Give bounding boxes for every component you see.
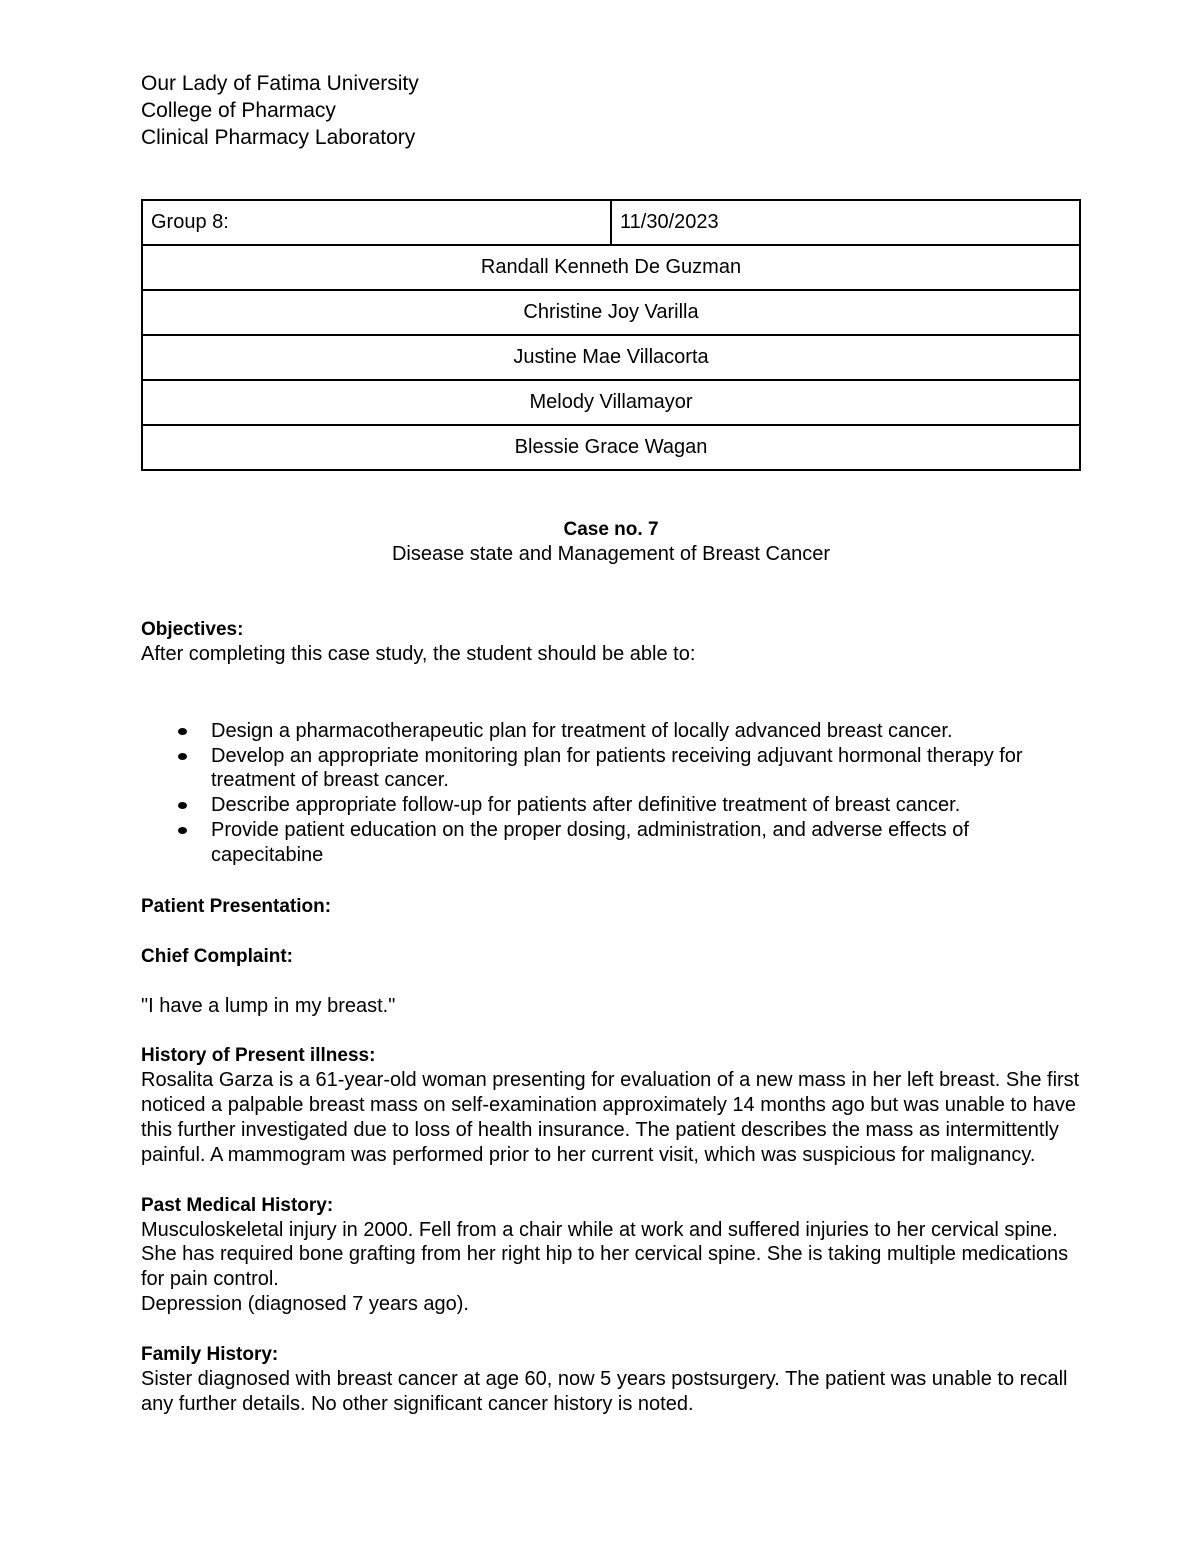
family-history-text: Sister diagnosed with breast cancer at age 60, now 5 years postsurgery. The patient was unable to recall any further details. No other significant cancer history is noted. — [141, 1367, 1068, 1415]
hpi-text: Rosalita Garza is a 61-year-old woman presenting for evaluation of a new mass in her left breast. She first noticed a palpable breast mass on self-examination approximately 14 months ago but was unable to have this further investigated due to loss of health insurance. The patient describes the mass as intermittently painful. A mammogram was performed prior to her current visit, which was suspicious for malignancy. — [141, 1069, 1080, 1166]
objective-text: Design a pharmacotherapeutic plan for treatment of locally advanced breast cancer. — [211, 719, 953, 742]
group-header-row — [142, 200, 1080, 245]
chief-complaint-text: "I have a lump in my breast." — [141, 994, 396, 1017]
case-title: Case no. 7 — [563, 519, 659, 540]
lab-name: Clinical Pharmacy Laboratory — [141, 126, 416, 149]
objective-item — [141, 793, 1081, 818]
patient-presentation-heading: Patient Presentation: — [141, 895, 332, 917]
hpi-heading: History of Present illness: — [141, 1045, 376, 1067]
group-label-cell: Group 8: — [142, 200, 611, 245]
member-row — [142, 380, 1080, 425]
member-row — [142, 335, 1080, 380]
objectives-intro: After completing this case study, the student should be able to: — [141, 643, 696, 665]
chief-complaint-heading: Chief Complaint: — [141, 945, 293, 967]
bullet-icon — [178, 753, 187, 760]
university-name: Our Lady of Fatima University — [141, 72, 419, 95]
college-name: College of Pharmacy — [141, 99, 336, 122]
bullet-icon — [178, 827, 187, 834]
objectives-list — [141, 719, 1081, 868]
objective-text: Provide patient education on the proper dosing, administration, and adverse effects of capecitabine — [211, 818, 969, 866]
member-name: Blessie Grace Wagan — [142, 425, 1080, 470]
document-page — [141, 70, 1081, 1416]
objective-text: Develop an appropriate monitoring plan for patients receiving adjuvant hormonal therapy for treatment of breast cancer. — [211, 744, 1023, 792]
member-row — [142, 245, 1080, 290]
family-history-heading: Family History: — [141, 1343, 279, 1365]
member-name: Randall Kenneth De Guzman — [142, 245, 1080, 290]
group-members-table — [141, 199, 1081, 471]
objective-item — [141, 719, 1081, 744]
member-name: Justine Mae Villacorta — [142, 335, 1080, 380]
case-subtitle: Disease state and Management of Breast Cancer — [391, 543, 831, 565]
bullet-icon — [178, 728, 187, 735]
objective-item — [141, 818, 1081, 868]
bullet-icon — [178, 802, 187, 809]
pmh-text-depression: Depression (diagnosed 7 years ago). — [141, 1292, 469, 1315]
objectives-heading: Objectives: — [141, 619, 244, 640]
group-date-cell: 11/30/2023 — [611, 200, 1080, 245]
objective-item — [141, 744, 1081, 794]
member-name: Melody Villamayor — [142, 380, 1080, 425]
member-name: Christine Joy Varilla — [142, 290, 1080, 335]
member-row — [142, 290, 1080, 335]
pmh-heading: Past Medical History: — [141, 1194, 334, 1216]
pmh-text: Musculoskeletal injury in 2000. Fell from a chair while at work and suffered injuries to her cervical spine. She has required bone grafting from her right hip to her cervical spine. She is taking multiple medications for pain control. — [141, 1218, 1069, 1291]
objective-text: Describe appropriate follow-up for patients after definitive treatment of breast cancer. — [211, 794, 961, 817]
member-row — [142, 425, 1080, 470]
